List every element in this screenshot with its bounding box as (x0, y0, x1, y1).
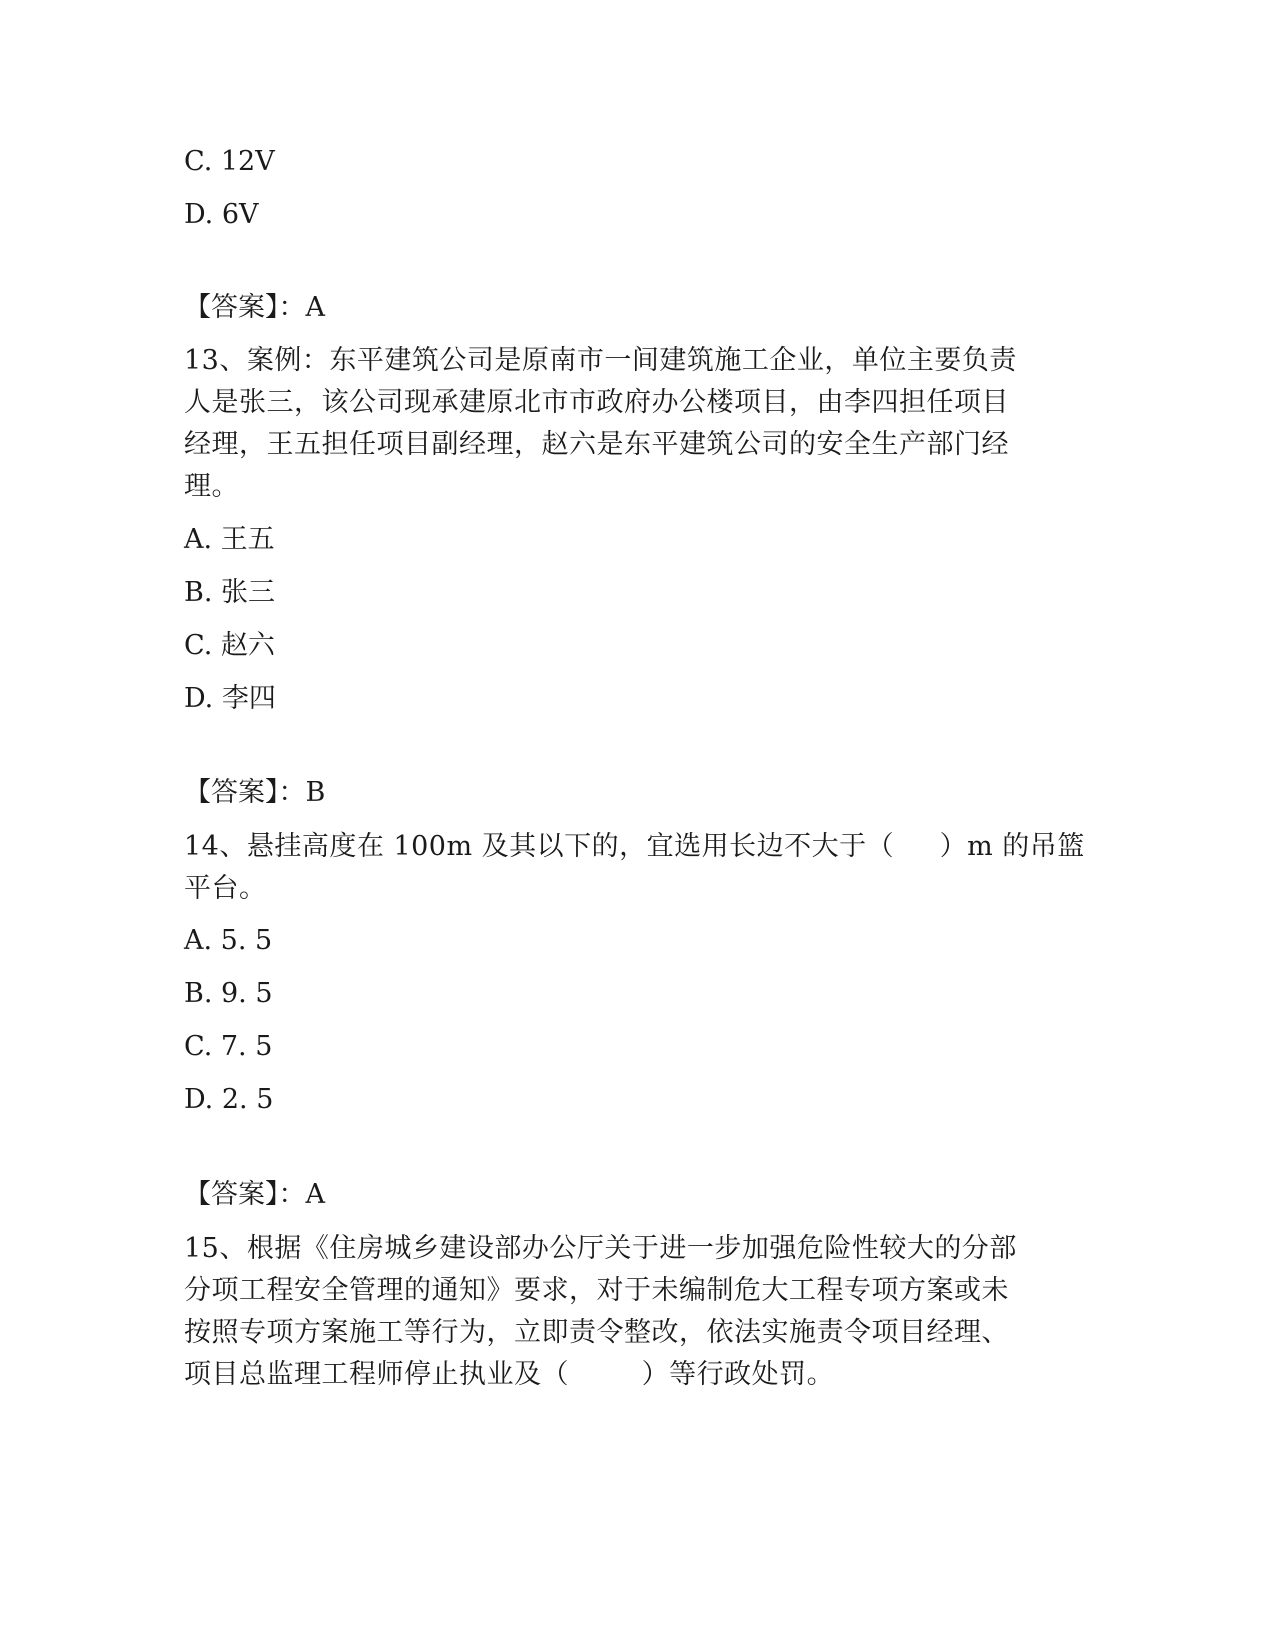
question-line: 人是张三，该公司现承建原北市市政府办公楼项目，由李四担任项目 (184, 387, 1009, 418)
question-line: 13、案例：东平建筑公司是原南市一间建筑施工企业，单位主要负责 (184, 345, 1017, 376)
option-d: D. 6V (184, 199, 259, 230)
option-d: D. 李四 (184, 683, 276, 714)
question-14-text (184, 826, 1085, 910)
question-13-text (184, 340, 1074, 508)
question-line: 14、悬挂高度在 100m 及其以下的，宜选用长边不大于（ ）m 的吊篮 (184, 831, 1085, 862)
question-line: 经理，王五担任项目副经理，赵六是东平建筑公司的安全生产部门经 (184, 429, 1009, 460)
answer-label: 【答案】：A (184, 1179, 325, 1210)
option-c: C. 7. 5 (184, 1031, 273, 1062)
option-c: C. 12V (184, 146, 275, 177)
question-line: 平台。 (184, 873, 267, 904)
question-line: 项目总监理工程师停止执业及（ ）等行政处罚。 (184, 1359, 835, 1390)
question-15-text (184, 1228, 1074, 1396)
option-b: B. 张三 (184, 577, 276, 608)
question-line: 理。 (184, 471, 239, 502)
question-line: 15、根据《住房城乡建设部办公厅关于进一步加强危险性较大的分部 (184, 1233, 1017, 1264)
answer-label: 【答案】：A (184, 292, 325, 323)
option-c: C. 赵六 (184, 630, 275, 661)
question-line: 按照专项方案施工等行为，立即责令整改，依法实施责令项目经理、 (184, 1317, 1009, 1348)
option-a: A. 王五 (184, 524, 275, 555)
question-line: 分项工程安全管理的通知》要求，对于未编制危大工程专项方案或未 (184, 1275, 1009, 1306)
option-b: B. 9. 5 (184, 978, 273, 1009)
answer-label: 【答案】：B (184, 777, 326, 808)
option-d: D. 2. 5 (184, 1084, 274, 1115)
option-a: A. 5. 5 (184, 925, 273, 956)
